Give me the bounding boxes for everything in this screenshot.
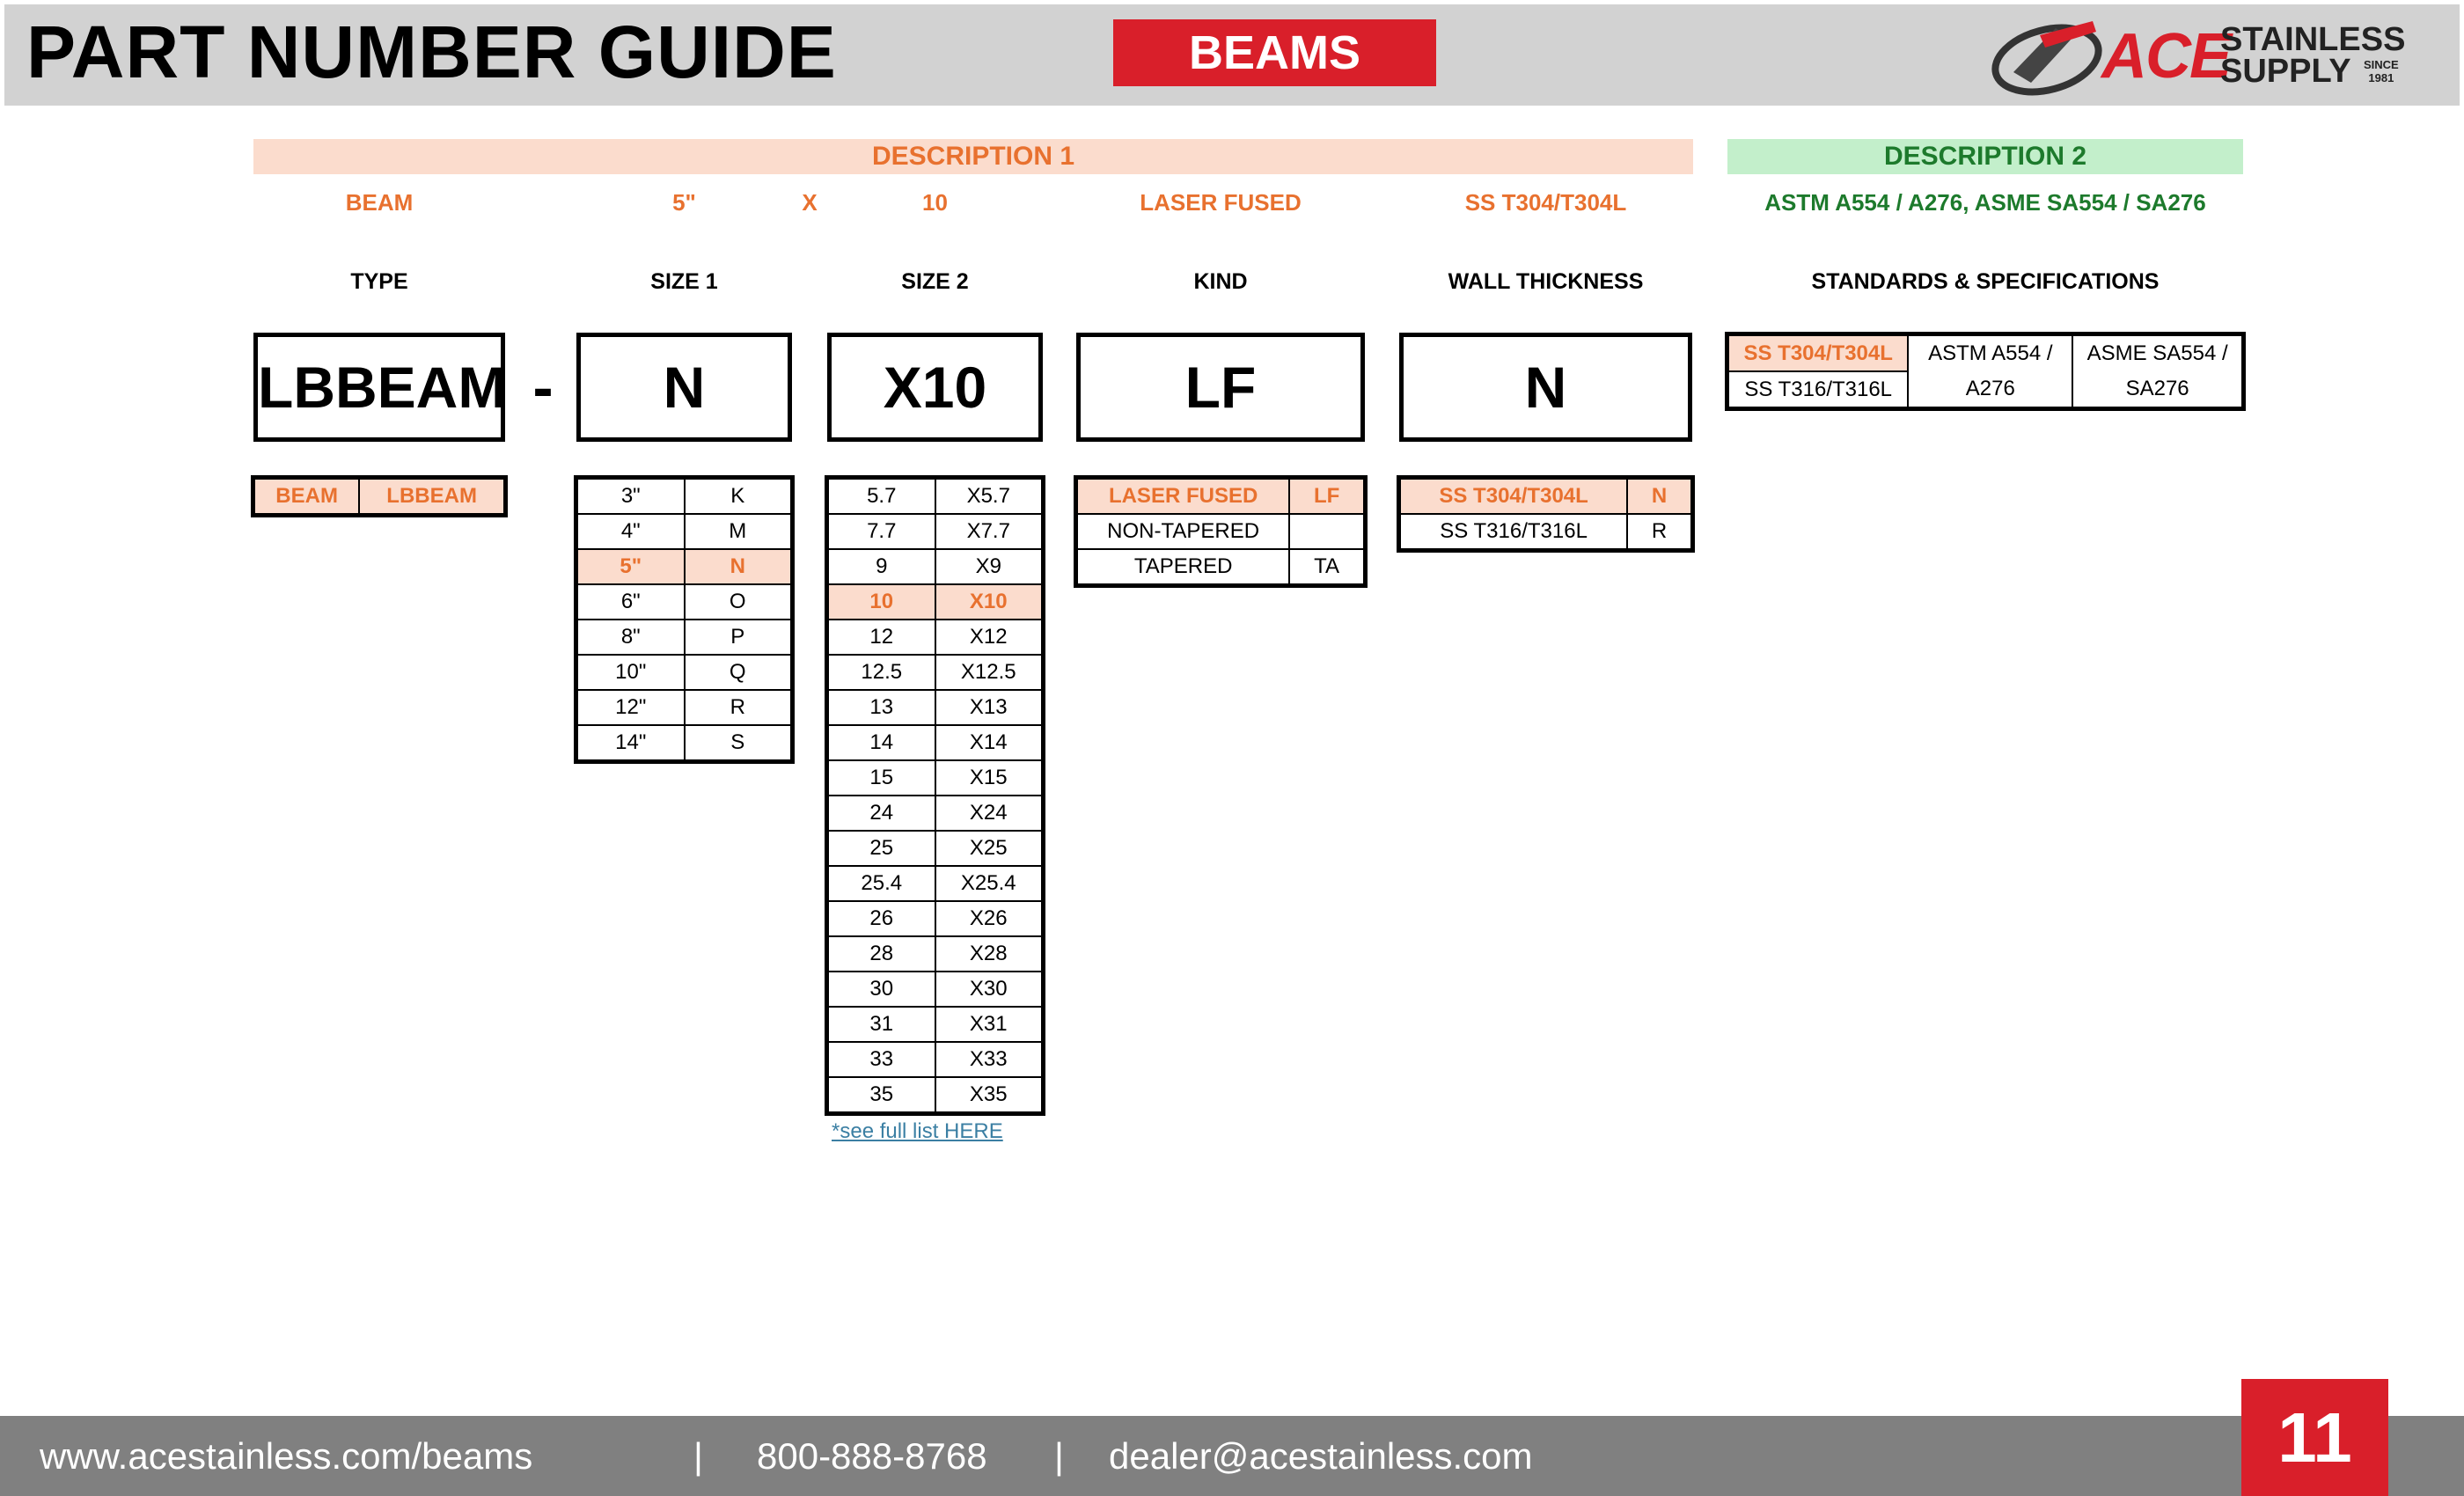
table-cell: SS T304/T304L (1728, 335, 1908, 371)
table-row (577, 584, 791, 620)
table-cell: 25.4 (828, 866, 935, 901)
table-cell: P (685, 620, 792, 655)
table-row (828, 831, 1042, 866)
table-row (577, 690, 791, 725)
table-cell: 5" (577, 549, 685, 584)
table-cell: N (1627, 479, 1691, 514)
table-cell: 15 (828, 760, 935, 796)
table-row (828, 1077, 1042, 1112)
table-row (1728, 335, 2242, 371)
table-cell: LBBEAM (359, 479, 504, 514)
footer-separator: | (1054, 1435, 1064, 1477)
table-cell: X25 (935, 831, 1043, 866)
column-header-type: TYPE (350, 269, 408, 294)
table-cell: X35 (935, 1077, 1043, 1112)
logo-stainless-text: STAINLESS (2220, 21, 2406, 58)
table-cell: X10 (935, 584, 1043, 620)
table-cell: 14" (577, 725, 685, 760)
table-cell: LASER FUSED (1077, 479, 1289, 514)
table-cell: X7.7 (935, 514, 1043, 549)
table-cell: LF (1289, 479, 1364, 514)
category-badge: BEAMS (1113, 19, 1436, 86)
table-cell: BEAM (254, 479, 359, 514)
size1-table (576, 478, 792, 761)
table-row (828, 1042, 1042, 1077)
type-table (253, 478, 505, 515)
table-cell: 3" (577, 479, 685, 514)
code-box-size2: X10 (827, 333, 1043, 442)
table-cell: 24 (828, 796, 935, 831)
see-full-list-link[interactable]: *see full list HERE (832, 1119, 1003, 1143)
table-cell: 30 (828, 972, 935, 1007)
code-dash: - (532, 353, 554, 422)
table-cell: 13 (828, 690, 935, 725)
table-cell: 28 (828, 936, 935, 972)
standards-asme-line1: ASME SA554 / (2086, 341, 2228, 365)
table-row (828, 514, 1042, 549)
table-cell: X28 (935, 936, 1043, 972)
table-cell: X14 (935, 725, 1043, 760)
table-row (828, 972, 1042, 1007)
table-cell: O (685, 584, 792, 620)
table-row (828, 725, 1042, 760)
table-cell: X33 (935, 1042, 1043, 1077)
table-row (1400, 514, 1691, 549)
footer-separator: | (693, 1435, 703, 1477)
size2-table (827, 478, 1043, 1113)
table-cell: X12.5 (935, 655, 1043, 690)
column-header-size1: SIZE 1 (650, 269, 718, 294)
table-cell: X24 (935, 796, 1043, 831)
column-header-size2: SIZE 2 (901, 269, 969, 294)
table-cell: 10" (577, 655, 685, 690)
description-2-bar: DESCRIPTION 2 (1727, 139, 2243, 174)
table-cell: K (685, 479, 792, 514)
table-cell: TA (1289, 549, 1364, 584)
footer-bar (0, 1416, 2464, 1496)
page-title: PART NUMBER GUIDE (26, 11, 837, 93)
table-row (1400, 479, 1691, 514)
table-row (254, 479, 504, 514)
company-logo (1987, 5, 2427, 100)
footer-website-link[interactable]: www.acestainless.com/beams (40, 1435, 533, 1477)
footer-phone-link[interactable]: 800-888-8768 (757, 1435, 987, 1477)
type-value: BEAM (345, 189, 414, 216)
wall-value: SS T304/T304L (1464, 189, 1627, 216)
table-row (828, 584, 1042, 620)
table-cell: S (685, 725, 792, 760)
table-cell: 35 (828, 1077, 935, 1112)
table-cell: R (1627, 514, 1691, 549)
table-row (828, 901, 1042, 936)
table-row (577, 655, 791, 690)
table-cell (1289, 514, 1364, 549)
logo-ace-text: ACE (2101, 21, 2231, 92)
table-cell: SS T316/T316L (1728, 371, 1908, 407)
table-cell: X31 (935, 1007, 1043, 1042)
table-row (828, 936, 1042, 972)
column-header-standards: STANDARDS & SPECIFICATIONS (1811, 269, 2160, 294)
standards-astm-line2: A276 (1965, 377, 2015, 400)
table-row (828, 866, 1042, 901)
table-cell: TAPERED (1077, 549, 1289, 584)
table-cell: SS T316/T316L (1400, 514, 1627, 549)
table-cell: Q (685, 655, 792, 690)
table-cell: 8" (577, 620, 685, 655)
footer-email-link[interactable]: dealer@acestainless.com (1109, 1435, 1533, 1477)
table-row (577, 620, 791, 655)
code-box-type: LBBEAM (253, 333, 505, 442)
logo-since-label: SINCE (2364, 58, 2399, 71)
table-cell: 4" (577, 514, 685, 549)
table-cell: X12 (935, 620, 1043, 655)
table-row (577, 549, 791, 584)
column-header-kind: KIND (1193, 269, 1248, 294)
logo-since (2364, 58, 2399, 84)
table-row (828, 549, 1042, 584)
table-row (828, 620, 1042, 655)
table-cell: NON-TAPERED (1077, 514, 1289, 549)
kind-table (1076, 478, 1365, 585)
table-cell: SS T304/T304L (1400, 479, 1627, 514)
size-x-separator: X (802, 189, 818, 216)
table-cell: 25 (828, 831, 935, 866)
table-cell: 12" (577, 690, 685, 725)
table-cell: 26 (828, 901, 935, 936)
table-row (828, 796, 1042, 831)
table-cell: X5.7 (935, 479, 1043, 514)
standards-astm-line1: ASTM A554 / (1928, 341, 2053, 365)
table-cell: X13 (935, 690, 1043, 725)
table-cell: M (685, 514, 792, 549)
table-cell: X15 (935, 760, 1043, 796)
size2-value: 10 (922, 189, 948, 216)
table-cell: 5.7 (828, 479, 935, 514)
table-row (828, 690, 1042, 725)
column-header-wall: WALL THICKNESS (1448, 269, 1644, 294)
table-cell: R (685, 690, 792, 725)
code-box-size1: N (576, 333, 792, 442)
table-cell: 12.5 (828, 655, 935, 690)
standards-asme-line2: SA276 (2125, 377, 2189, 400)
table-cell: X9 (935, 549, 1043, 584)
code-box-kind: LF (1076, 333, 1365, 442)
page-number: 11 (2241, 1379, 2388, 1496)
table-cell: 33 (828, 1042, 935, 1077)
logo-since-year: 1981 (2368, 71, 2394, 84)
table-row (1077, 514, 1364, 549)
code-box-wall: N (1399, 333, 1692, 442)
table-row (577, 514, 791, 549)
table-cell: N (685, 549, 792, 584)
standards-value: ASTM A554 / A276, ASME SA554 / SA276 (1764, 189, 2206, 216)
table-cell: 7.7 (828, 514, 935, 549)
table-row (577, 479, 791, 514)
table-cell: 12 (828, 620, 935, 655)
description-1-bar: DESCRIPTION 1 (253, 139, 1693, 174)
table-row (828, 479, 1042, 514)
table-cell: X25.4 (935, 866, 1043, 901)
table-row (1077, 549, 1364, 584)
table-cell (2072, 335, 2242, 407)
table-row (828, 1007, 1042, 1042)
table-cell: X30 (935, 972, 1043, 1007)
kind-value: LASER FUSED (1140, 189, 1302, 216)
table-row (828, 760, 1042, 796)
table-cell: 31 (828, 1007, 935, 1042)
table-cell: 14 (828, 725, 935, 760)
table-cell: X26 (935, 901, 1043, 936)
standards-table (1727, 334, 2243, 408)
table-cell (1908, 335, 2072, 407)
wall-thickness-table (1399, 478, 1692, 550)
table-cell: 10 (828, 584, 935, 620)
table-cell: 9 (828, 549, 935, 584)
size1-value: 5" (672, 189, 696, 216)
logo-emblem-icon (1987, 9, 2119, 97)
table-row (1077, 479, 1364, 514)
table-cell: 6" (577, 584, 685, 620)
logo-supply-text: SUPPLY (2220, 53, 2351, 90)
table-row (577, 725, 791, 760)
table-row (828, 655, 1042, 690)
